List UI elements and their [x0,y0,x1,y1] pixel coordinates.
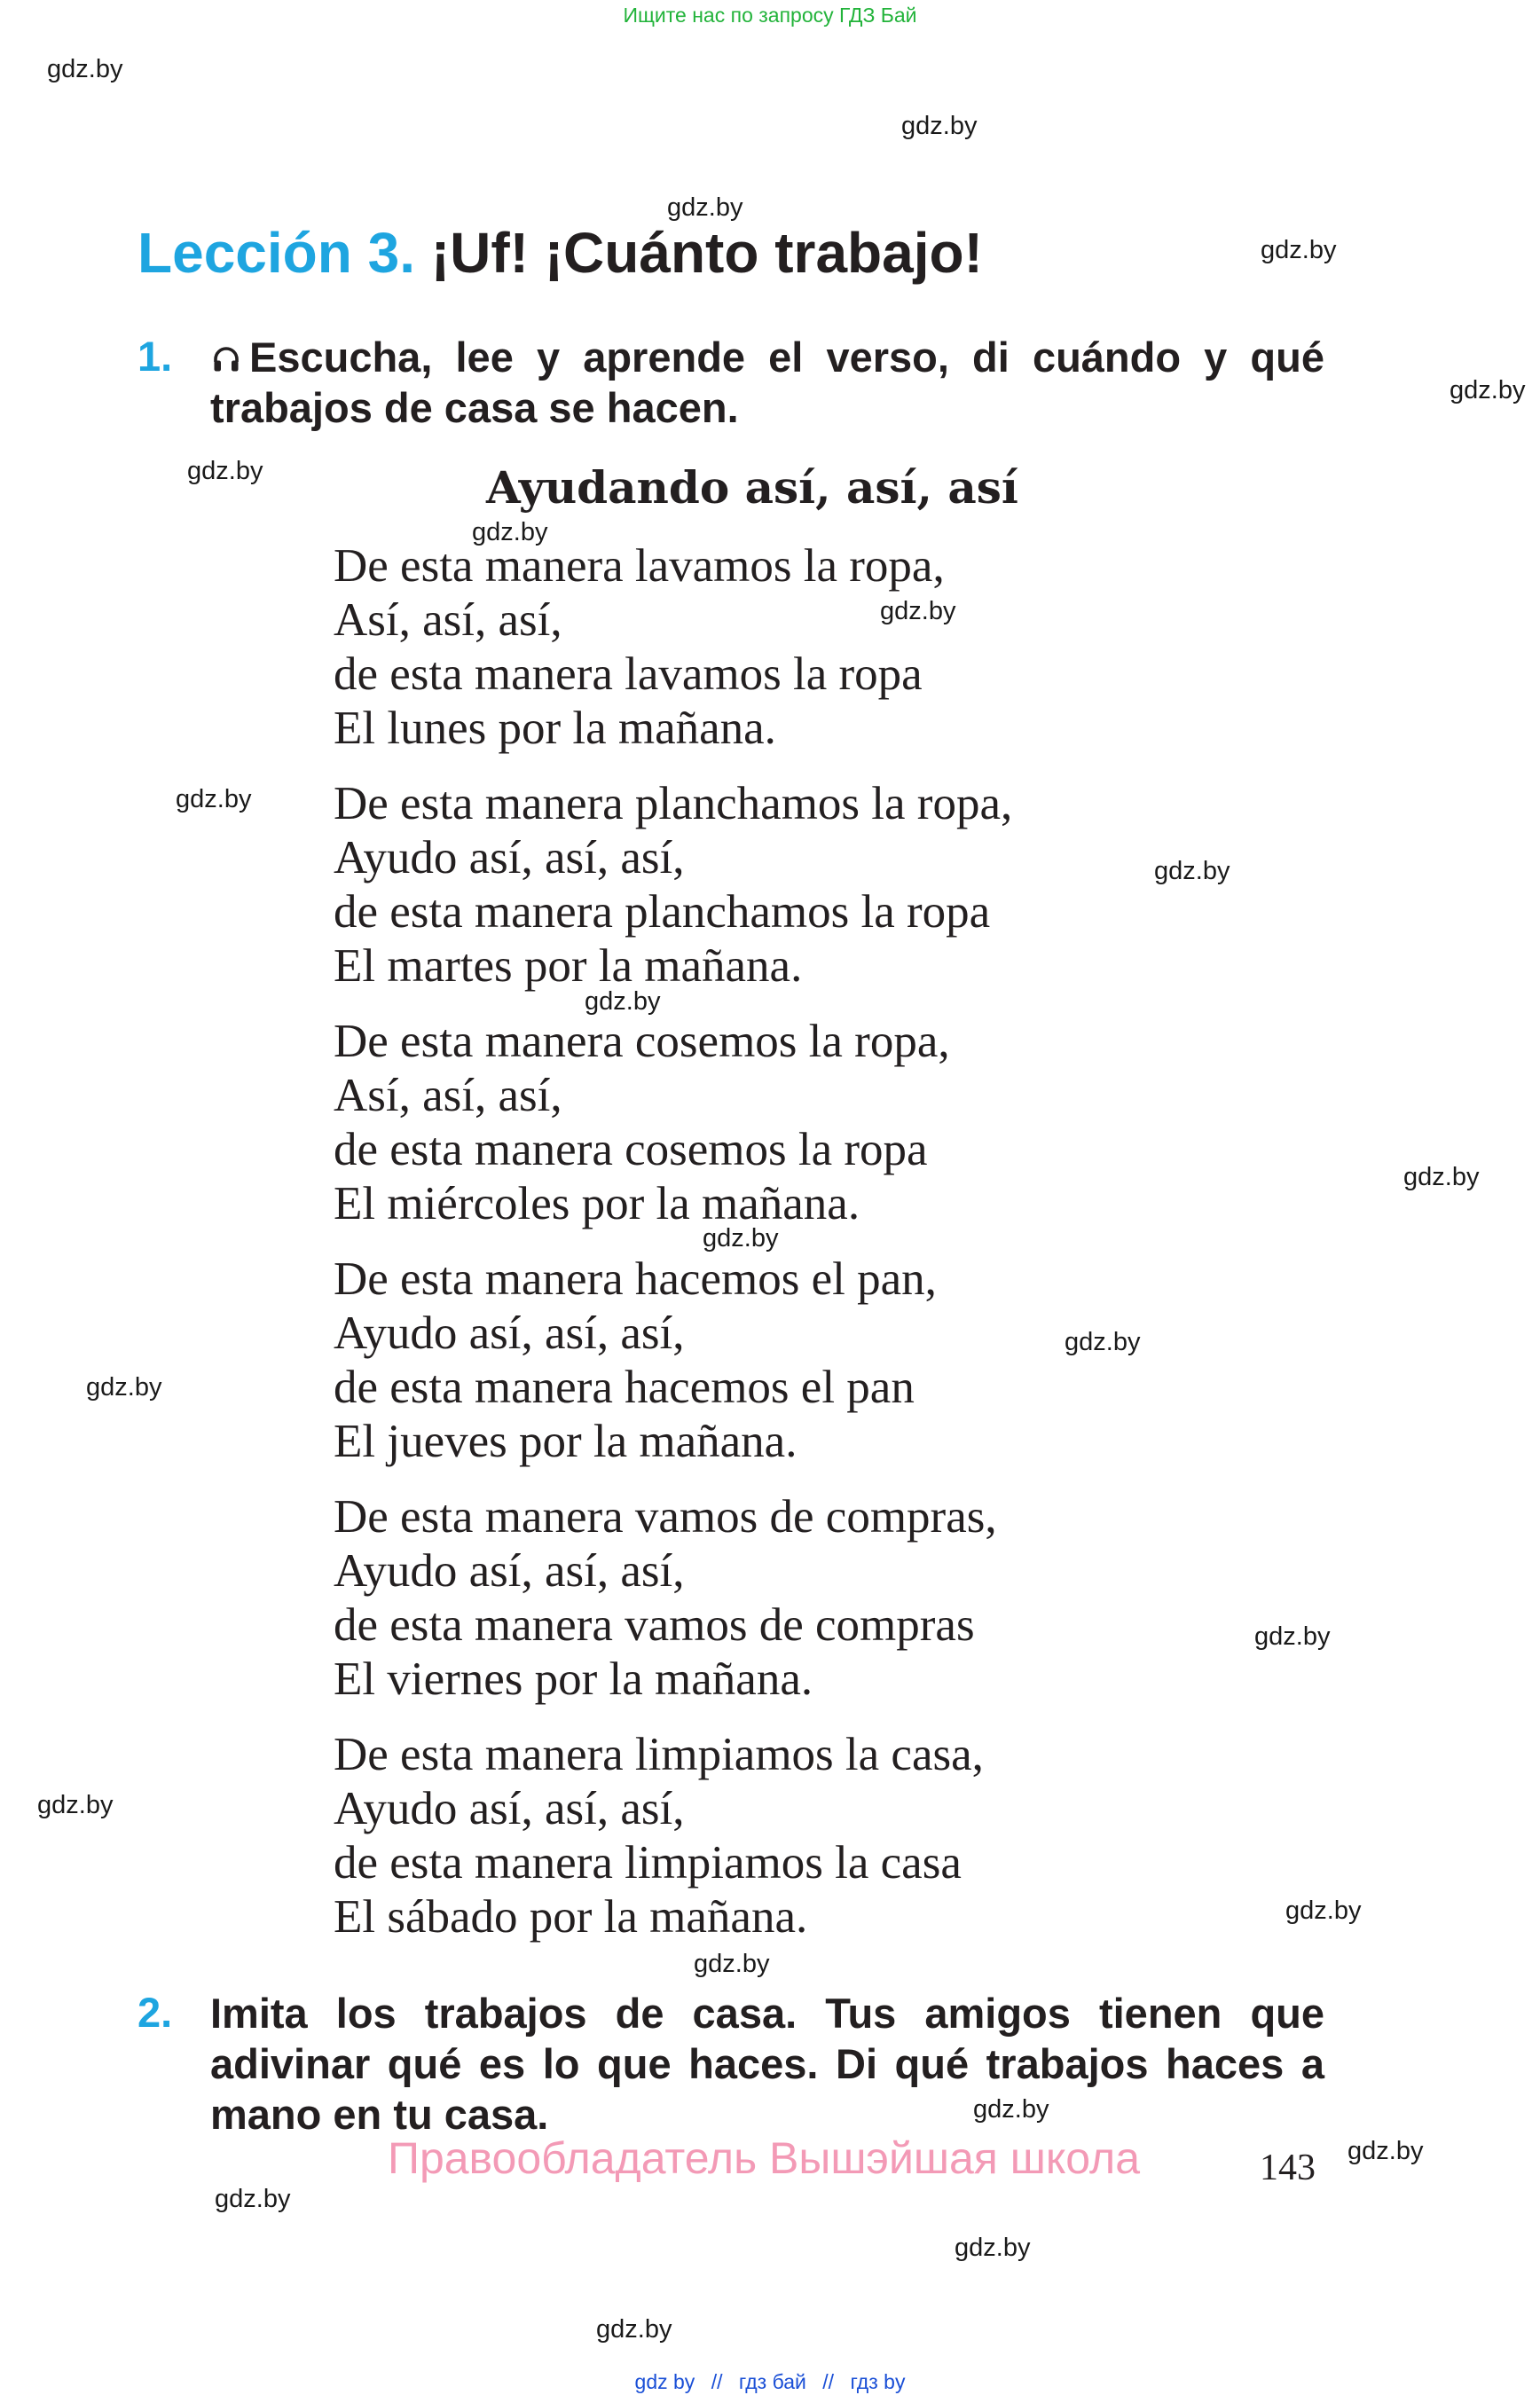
exercise-2-number: 2. [138,1989,173,2036]
poem-stanza [334,777,1012,993]
watermark: gdz.by [703,1224,779,1253]
poem-line: de esta manera lavamos la ropa [334,648,923,700]
copyright-holder: Правообладатель Вышэйшая школа [388,2133,1140,2183]
watermark: gdz.by [1065,1328,1141,1356]
watermark: gdz.by [1450,376,1526,404]
exercise-1-text [210,332,1324,433]
watermark: gdz.by [955,2234,1031,2262]
watermark: gdz.by [1403,1163,1480,1191]
poem-line: Ayudo así, así, así, [334,1545,685,1597]
lesson-name: ¡Uf! ¡Cuánto trabajo! [430,221,983,285]
link-gdz-by[interactable]: gdz by [634,2370,695,2393]
poem-line: Ayudo así, así, así, [334,1308,685,1359]
watermark: gdz.by [187,457,263,485]
page-number: 143 [1260,2148,1316,2188]
poem-line: De esta manera vamos de compras, [334,1491,997,1543]
poem-line: De esta manera cosemos la ropa, [334,1016,950,1067]
poem-line: El sábado por la mañana. [334,1891,808,1943]
poem-line: de esta manera vamos de compras [334,1599,975,1651]
link-separator: // [711,2370,723,2393]
poem-line: Ayudo así, así, así, [334,1783,685,1834]
poem-line: de esta manera planchamos la ropa [334,886,991,938]
exercise-1-number: 1. [138,333,173,380]
watermark: gdz.by [1348,2137,1424,2165]
bottom-links [0,2370,1540,2394]
exercise-1-instruction: Escucha, lee y aprende el verso, di cuándo y qué trabajos de casa se hacen. [210,334,1324,431]
watermark: gdz.by [86,1373,162,1402]
watermark: gdz.by [973,2095,1049,2124]
watermark: gdz.by [47,55,123,83]
link-separator: // [822,2370,835,2393]
poem-line: De esta manera hacemos el pan, [334,1253,937,1305]
poem-line: de esta manera hacemos el pan [334,1362,915,1413]
poem-line: El martes por la mañana. [334,940,803,992]
watermark: gdz.by [37,1791,114,1819]
poem-line: De esta manera lavamos la ropa, [334,540,945,592]
poem-line: El viernes por la mañana. [334,1653,813,1705]
watermark: gdz.by [694,1950,770,1978]
top-banner[interactable]: Ищите нас по запросу ГДЗ Бай [623,4,917,27]
poem-stanza [334,539,1012,756]
watermark: gdz.by [901,112,978,140]
poem-stanza [334,1015,1012,1231]
poem-line: de esta manera cosemos la ropa [334,1124,928,1175]
lesson-title [138,220,983,286]
exercise-2-text: Imita los trabajos de casa. Tus amigos tienen que adivinar qué es lo que haces. Di qué trabajos haces a mano en tu casa. [210,1990,1324,2138]
link-gdz-by-cyr[interactable]: гдз by [850,2370,906,2393]
watermark: gdz.by [596,2315,672,2344]
poem [334,539,1012,1966]
watermark: gdz.by [472,518,548,546]
poem-line: Así, así, así, [334,1070,562,1121]
headphones-icon [210,343,242,375]
poem-stanza [334,1728,1012,1944]
watermark: gdz.by [215,2185,291,2213]
poem-line: Así, así, así, [334,594,562,646]
poem-line: El jueves por la mañana. [334,1416,798,1467]
watermark: gdz.by [1261,236,1337,264]
watermark: gdz.by [1285,1896,1362,1925]
lesson-number: Lección 3. [138,221,415,285]
poem-stanza [334,1490,1012,1707]
watermark: gdz.by [585,987,661,1016]
poem-line: De esta manera planchamos la ropa, [334,778,1013,829]
link-gdz-bai[interactable]: гдз бай [738,2370,806,2393]
poem-line: Ayudo así, así, así, [334,832,685,883]
watermark: gdz.by [1154,857,1230,885]
watermark: gdz.by [880,597,956,625]
poem-line: de esta manera limpiamos la casa [334,1837,962,1889]
poem-stanza [334,1253,1012,1469]
poem-line: El miércoles por la mañana. [334,1178,860,1229]
poem-title: Ayudando así, así, así [486,461,1018,514]
poem-line: De esta manera limpiamos la casa, [334,1729,984,1780]
poem-line: El lunes por la mañana. [334,703,776,754]
watermark: gdz.by [176,785,252,813]
watermark: gdz.by [667,193,743,222]
watermark: gdz.by [1254,1622,1331,1651]
